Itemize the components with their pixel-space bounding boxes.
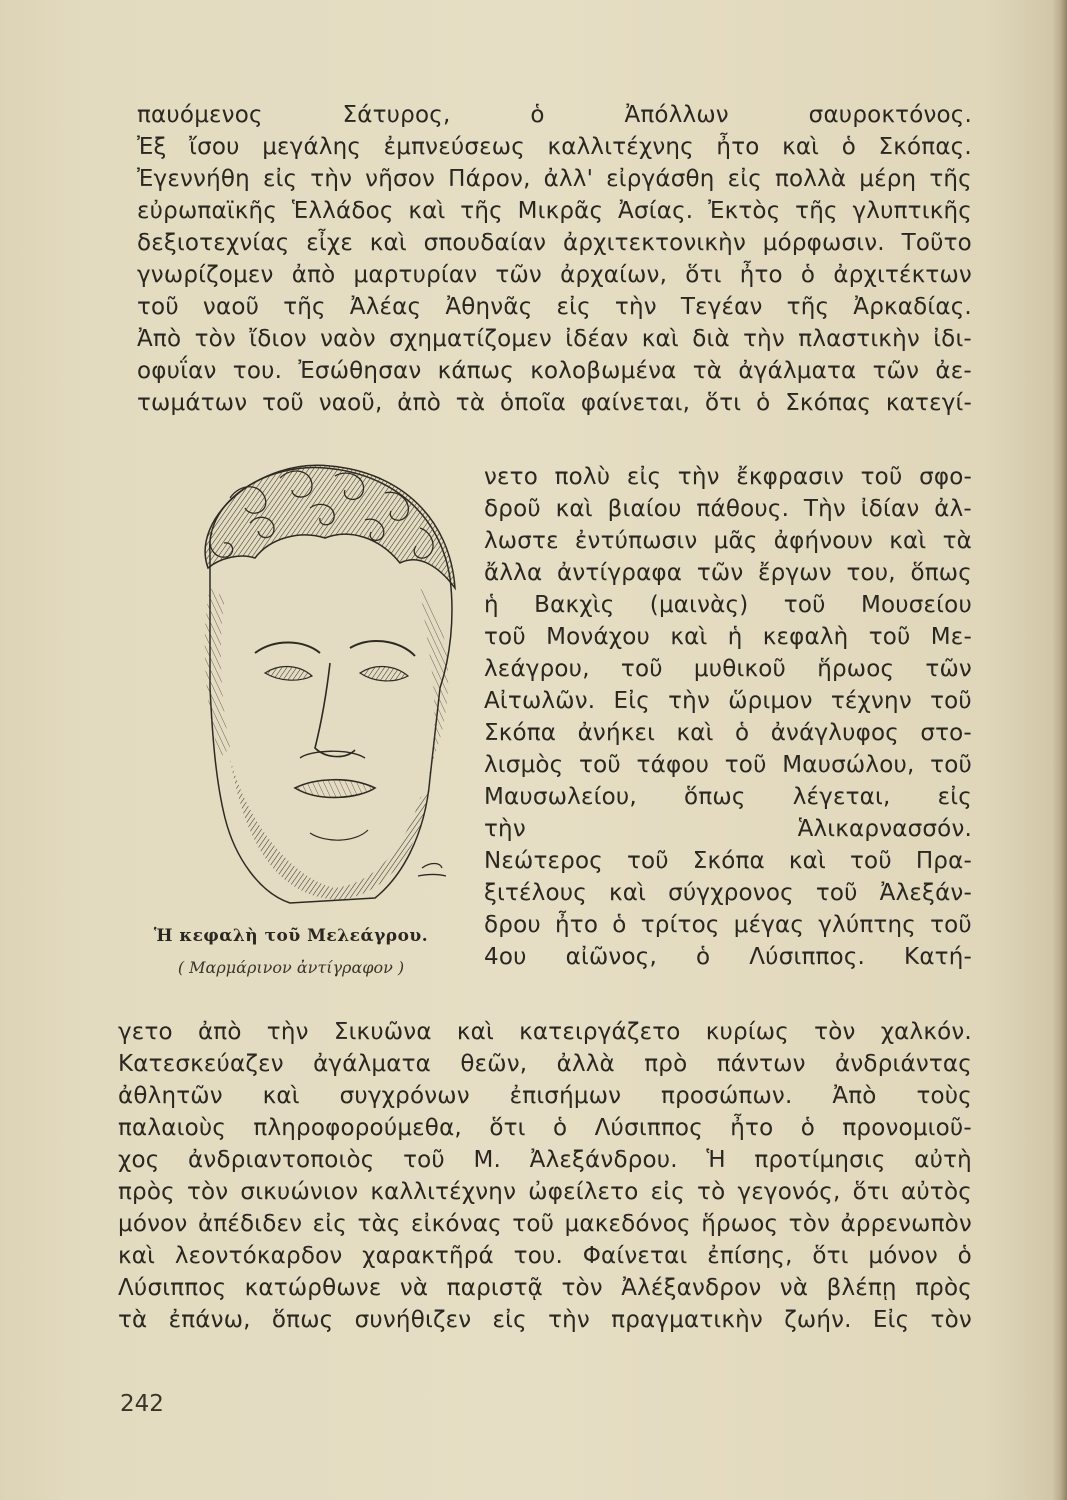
text-line: τὴν Ἁλικαρνασσόν. [484,816,972,842]
text-line: Σκόπα ἀνήκει καὶ ὁ ἀνάγλυφος στο- [484,720,972,746]
text-line: τὰ ἐπάνω, ὅπως συνήθιζεν εἰς τὴν πραγματικὴν ζωήν. Εἰς τὸν [118,1307,972,1333]
text-line: δροῦ καὶ βιαίου πάθους. Τὴν ἰδίαν ἀλ- [484,496,972,522]
text-line: Κατεσκεύαζεν ἀγάλματα θεῶν, ἀλλὰ πρὸ πάντων ἀνδριάντας [118,1051,972,1077]
page-edge [1051,0,1067,1500]
text-line: μόνον ἀπέδιδεν εἰς τὰς εἰκόνας τοῦ μακεδόνος ἥρωος τὸν ἀρρενωπὸν [118,1211,972,1237]
page-number: 242 [120,1391,164,1417]
text-line: ἡ Βακχὶς (μαινὰς) τοῦ Μουσείου [484,592,972,618]
text-line: Λύσιππος κατώρθωνε νὰ παριστᾷ τὸν Ἀλέξανδρον νὰ βλέπῃ πρὸς [118,1275,972,1301]
text-line: καὶ λεοντόκαρδον χαρακτῆρά του. Φαίνεται ἐπίσης, ὅτι μόνον ὁ [118,1243,972,1269]
text-line: ξιτέλους καὶ σύγχρονος τοῦ Ἀλεξάν- [484,880,972,906]
text-line: Μαυσωλείου, ὅπως λέγεται, εἰς [484,784,972,810]
text-line: Νεώτερος τοῦ Σκόπα καὶ τοῦ Πρα- [484,848,972,874]
text-line: Ἀπὸ τὸν ἴδιον ναὸν σχηματίζομεν ἰδέαν καὶ διὰ τὴν πλαστικὴν ἰδι- [137,326,972,352]
text-line: λεάγρου, τοῦ μυθικοῦ ἥρωος τῶν [484,656,972,682]
meleager-head-illustration [150,458,480,918]
text-line: 4ου αἰῶνος, ὁ Λύσιππος. Κατή- [484,944,972,970]
text-line: νετο πολὺ εἰς τὴν ἔκφρασιν τοῦ σφο- [484,464,972,490]
text-line: τωμάτων τοῦ ναοῦ, ἀπὸ τὰ ὁποῖα φαίνεται, ὅτι ὁ Σκόπας κατεγί- [137,390,972,416]
text-line: οφυΐαν του. Ἐσώθησαν κάπως κολοβωμένα τὰ ἀγάλματα τῶν ἀε- [137,358,972,384]
text-line: δρου ἦτο ὁ τρίτος μέγας γλύπτης τοῦ [484,912,972,938]
text-line: γετο ἀπὸ τὴν Σικυῶνα καὶ κατειργάζετο κυρίως τὸν χαλκόν. [118,1019,972,1045]
text-line: χος ἀνδριαντοποιὸς τοῦ Μ. Ἀλεξάνδρου. Ἡ προτίμησις αὐτὴ [118,1147,972,1173]
text-line: εὐρωπαϊκῆς Ἑλλάδος καὶ τῆς Μικρᾶς Ἀσίας. Ἐκτὸς τῆς γλυπτικῆς [137,198,972,224]
text-line: τοῦ Μονάχου καὶ ἡ κεφαλὴ τοῦ Με- [484,624,972,650]
text-line: λισμὸς τοῦ τάφου τοῦ Μαυσώλου, τοῦ [484,752,972,778]
text-line: πρὸς τὸν σικυώνιον καλλιτέχνην ὠφείλετο εἰς τὸ γεγονός, ὅτι αὐτὸς [118,1179,972,1205]
text-line: παλαιοὺς πληροφορούμεθα, ὅτι ὁ Λύσιππος ἦτο ὁ προνομιοῦ- [118,1115,972,1141]
text-line: λωστε ἐντύπωσιν μᾶς ἀφήνουν καὶ τὰ [484,528,972,554]
text-line: δεξιοτεχνίας εἶχε καὶ σπουδαίαν ἀρχιτεκτονικὴν μόρφωσιν. Τοῦτο [137,230,972,256]
figure-subcaption: ( Μαρμάρινον ἀντίγραφον ) [177,958,405,977]
text-line: τοῦ ναοῦ τῆς Ἀλέας Ἀθηνᾶς εἰς τὴν Τεγέαν τῆς Ἀρκαδίας. [137,294,972,320]
text-line: γνωρίζομεν ἀπὸ μαρτυρίαν τῶν ἀρχαίων, ὅτι ἦτο ὁ ἀρχιτέκτων [137,262,972,288]
text-line: ἀθλητῶν καὶ συγχρόνων ἐπισήμων προσώπων. Ἀπὸ τοὺς [118,1083,972,1109]
text-line: παυόμενος Σάτυρος, ὁ Ἀπόλλων σαυροκτόνος. [137,102,972,128]
text-line: Αἰτωλῶν. Εἰς τὴν ὥριμον τέχνην τοῦ [484,688,972,714]
text-line: ἄλλα ἀντίγραφα τῶν ἔργων του, ὅπως [484,560,972,586]
text-line: Ἐγεννήθη εἰς τὴν νῆσον Πάρον, ἀλλ' εἰργάσθη εἰς πολλὰ μέρη τῆς [137,166,972,192]
figure-caption: Ἡ κεφαλὴ τοῦ Μελεάγρου. [153,926,429,946]
text-line: Ἐξ ἴσου μεγάλης ἐμπνεύσεως καλλιτέχνης ἦτο καὶ ὁ Σκόπας. [137,134,972,160]
